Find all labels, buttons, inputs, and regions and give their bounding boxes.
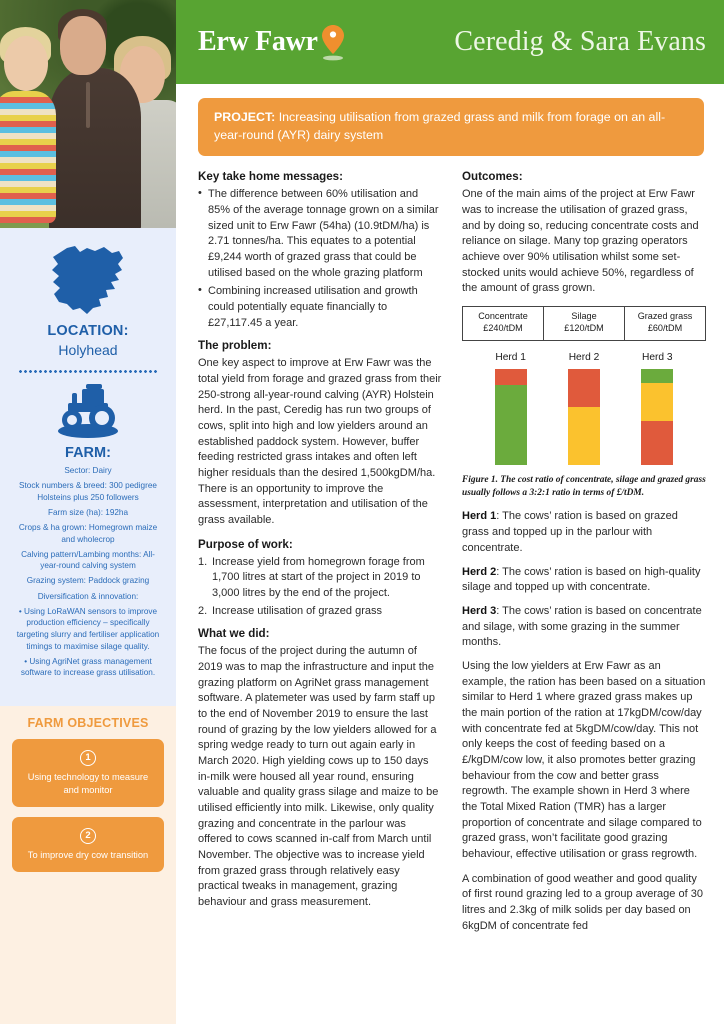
herd-note	[462, 565, 706, 596]
legend-value: £60/tDM	[647, 322, 683, 333]
outcomes-text: One of the main aims of the project at Erw Fawr was to increase the utilisation of grazed grass, and by doing so, reducing concentrate costs and reliance on silage. Many top grazing operators achieve over 90% utilisation whilst some set-stocked units would achieve 50%, regardless of the amount of grass grown.	[462, 188, 699, 295]
sidebar	[0, 0, 176, 1024]
purpose-list	[198, 555, 442, 620]
legend-value: £120/tDM	[564, 322, 604, 333]
farm-detail: • Using LoRaWAN sensors to improve production efficiency – specifically targeting slurry and fertiliser application timings to maximise silage quality.	[16, 606, 160, 651]
objective-card-1[interactable]	[12, 739, 164, 807]
farm-heading: FARM:	[65, 445, 111, 462]
what-we-did-heading: What we did:	[198, 627, 270, 641]
column-left	[198, 170, 442, 943]
herd-note	[462, 509, 706, 556]
list-item: • The difference between 60% utilisation and 85% of the average tonnage grown on a similar sized unit to Erw Fawr (54ha) (10.9tDM/ha) is 2.71 tonnes/ha. This equates to a potential £9,244 worth of grazed grass that could be utilised based on the whole grazing platform	[198, 187, 442, 281]
farm-detail: Grazing system: Paddock grazing	[26, 576, 150, 586]
project-label: PROJECT:	[214, 110, 276, 124]
herd-note-text: : The cows’ ration is based on grazed grass and topped up in the parlour with concentrate.	[462, 510, 678, 554]
bar-segment-concentrate	[495, 369, 527, 385]
farm-detail: Farm size (ha): 192ha	[47, 507, 129, 517]
wales-map-icon	[49, 244, 127, 316]
objective-text: Using technology to measure and monitor	[27, 771, 149, 795]
objective-text: To improve dry cow transition	[27, 849, 149, 860]
farm-detail: • Using AgriNet grass management software to increase grass utilisation.	[20, 656, 156, 678]
farm-detail-list	[10, 465, 166, 679]
bar-segment-silage	[568, 407, 600, 465]
herd-note-label: Herd 1	[462, 510, 497, 523]
list-item: • Combining increased utilisation and growth could potentially equate financially to £27,117.45 a year.	[198, 284, 442, 331]
key-messages-list	[198, 187, 442, 331]
photo-child-head	[4, 36, 48, 91]
what-we-did-text: The focus of the project during the autumn of 2019 was to map the infrastructure and input the grazing platform on AgriNet grass management software. A platemeter was used by farm staff up to the end of November 2019 to ensure the last round of grazing by the low yielders allowed for a spring wedge ready to turn out again early in March 2020. High yielding cows up to 150 days in-milk were housed all year round, ensuring valuable and quality grass silage and maize to be utilised efficiently into milk. Likewise, only quality grazing and concentrate in the parlour was offered to cows scanned in-calf from March until November. The objective was to increase yield from grazed grass through relatively easy practical tweaks in management, grazing behaviour and grass measurement.	[198, 645, 439, 909]
photo-child-body	[0, 91, 56, 223]
page-header	[176, 0, 724, 84]
chart-bar-group	[549, 352, 619, 465]
photo-man-body	[49, 68, 141, 228]
farm-detail: Calving pattern/Lambing months: All-year-round calving system	[21, 549, 155, 571]
list-item: Increase utilisation of grazed grass	[212, 604, 382, 617]
herd-note-text: : The cows’ ration is based on high-quality silage and topped up with concentrate.	[462, 565, 701, 594]
two-column-body	[176, 156, 724, 943]
farm-detail: Diversification & innovation:	[37, 591, 139, 601]
figure-caption: Figure 1. The cost ratio of concentrate, silage and grazed grass usually follows a 3:2:1 ratio in terms of £/tDM.	[462, 474, 706, 498]
photo-man-zip	[86, 82, 90, 128]
main-content	[176, 0, 724, 1024]
farm-detail: Stock numbers & breed: 300 pedigree Holsteins plus 250 followers	[19, 480, 157, 502]
project-banner	[198, 98, 704, 156]
project-text: Increasing utilisation from grazed grass and milk from forage on an all-year-round (AYR) dairy system	[214, 110, 666, 142]
objective-number: 1	[80, 750, 96, 766]
objective-number: 2	[80, 828, 96, 844]
herd-note-label: Herd 3	[462, 604, 497, 617]
legend-value: £240/tDM	[483, 322, 523, 333]
outcomes-paragraph: Using the low yielders at Erw Fawr as an example, the ration has been based on a situation similar to Herd 1 where grazed grass makes up the main portion of the ration at 17kgDM/cow/day with concentrate fed at 5kgDM/cow/day. This not only keeps the cost of feeding based on a £/kgDM/cow low, it also promotes better grazing behaviour from the cow and better grass regrowth. The example shown in Herd 3 where the Total Mixed Ration (TMR) has a larger proportion of concentrate and silage compared to grazed grass, won’t facilitate good grazing behaviour, effective utilisation or grass regrowth.	[462, 659, 706, 860]
chart-bar-group	[622, 352, 692, 465]
chart-legend	[462, 306, 706, 341]
farm-objectives-panel	[0, 706, 176, 1024]
bar-category-label: Herd 3	[642, 351, 673, 363]
herd-note-label: Herd 2	[462, 565, 497, 578]
photo-man-head	[60, 16, 106, 75]
location-value: Holyhead	[58, 342, 118, 359]
objective-card-2[interactable]	[12, 817, 164, 872]
farm-detail: Sector: Dairy	[64, 465, 112, 475]
column-right	[462, 170, 706, 943]
legend-item-silage	[544, 307, 625, 340]
bar-segment-concentrate	[641, 421, 673, 464]
legend-item-grazed-grass	[625, 307, 705, 340]
stacked-bar	[568, 369, 600, 465]
sidebar-info	[0, 228, 176, 679]
herd-note	[462, 604, 706, 651]
bar-segment-grazed-grass	[641, 369, 673, 383]
problem-text: One key aspect to improve at Erw Fawr was the total yield from forage and grazed grass from their 250-strong all-year-round calving (AYR) Holstein herd. In the past, Ceredig has run two groups of cows, split into high and low yielders around an established paddock system. However, buffer feeding restricted grass intakes and often left higher residuals than the desired 1,500kgDM/ha. There is an opportunity to improve the assessment, interpretation and utilisation of the grass available.	[198, 357, 442, 526]
brand-lockup	[198, 22, 346, 62]
herd-stacked-bar-chart	[462, 352, 706, 465]
map-pin-icon	[320, 22, 346, 62]
brand-name: Erw Fawr	[198, 26, 318, 57]
location-heading: LOCATION:	[47, 323, 129, 339]
bar-segment-concentrate	[568, 369, 600, 407]
farm-detail: Crops & ha grown: Homegrown maize and wholecrop	[18, 522, 158, 544]
outcomes-heading: Outcomes:	[462, 170, 523, 184]
bar-category-label: Herd 2	[568, 351, 600, 363]
chart-bar-group	[476, 352, 546, 465]
family-photo	[0, 0, 176, 228]
bar-segment-grazed-grass	[495, 385, 527, 465]
bar-category-label: Herd 1	[495, 351, 526, 363]
stacked-bar	[641, 369, 673, 465]
herd-note-text: : The cows’ ration is based on concentrate and silage, with some grazing in the summer months.	[462, 604, 702, 649]
stacked-bar	[495, 369, 527, 465]
key-messages-heading: Key take home messages:	[198, 170, 343, 184]
outcomes-paragraph: A combination of good weather and good quality of first round grazing led to a group average of 30 litres and 2.3kg of milk solids per day based on 6kgDM of concentrate fed	[462, 872, 703, 932]
legend-label: Grazed grass	[637, 310, 693, 321]
problem-heading: The problem:	[198, 339, 272, 353]
bar-segment-silage	[641, 383, 673, 421]
purpose-heading: Purpose of work:	[198, 537, 293, 551]
tractor-icon	[48, 381, 128, 439]
legend-label: Concentrate	[478, 310, 528, 321]
divider	[18, 370, 158, 373]
list-item: Increase yield from homegrown forage from 1,700 litres at start of the project in 2019 to 3,000 litres by the end of the project.	[212, 555, 425, 599]
legend-label: Silage	[571, 310, 597, 321]
legend-item-concentrate	[463, 307, 544, 340]
farmer-names: Ceredig & Sara Evans	[454, 26, 706, 57]
farm-objectives-title: FARM OBJECTIVES	[27, 716, 149, 730]
